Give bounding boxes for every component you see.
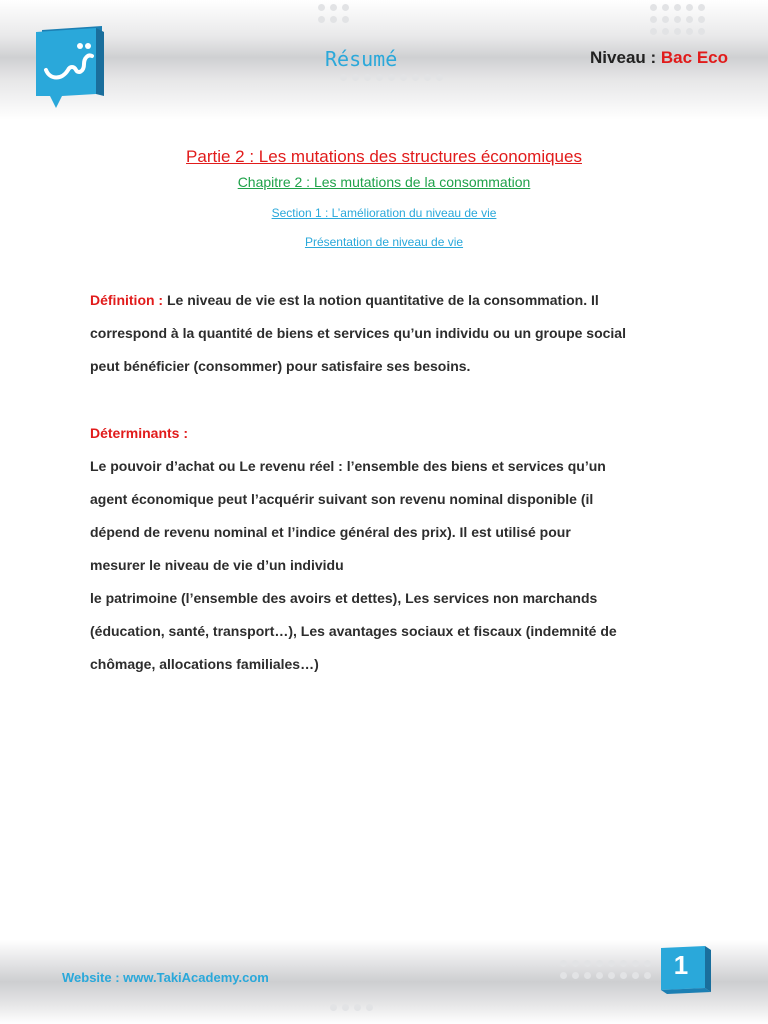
- definition-line: peut bénéficier (consommer) pour satisfaire ses besoins.: [90, 358, 471, 374]
- level-label: Niveau :: [590, 48, 657, 67]
- determinants-line: mesurer le niveau de vie d’un individu: [90, 557, 344, 573]
- footer-dot-pattern: [560, 960, 651, 979]
- document-title: Résumé: [325, 47, 398, 71]
- partie-heading: Partie 2 : Les mutations des structures économiques: [186, 147, 582, 166]
- level-value: Bac Eco: [660, 48, 728, 67]
- definition-paragraph: [90, 284, 690, 383]
- determinants-line: (éducation, santé, transport…), Les avantages sociaux et fiscaux (indemnité de: [90, 623, 617, 639]
- determinants-line: agent économique peut l’acquérir suivant son revenu nominal disponible (il: [90, 491, 594, 507]
- header-dot-pattern: [340, 74, 443, 81]
- section-heading: Section 1 : L’amélioration du niveau de vie: [271, 206, 497, 220]
- determinants-line: Le pouvoir d’achat ou Le revenu réel : l’ensemble des biens et services qu’un: [90, 458, 606, 474]
- header-dot-pattern: [650, 4, 705, 35]
- footer-dot-pattern: [330, 1004, 373, 1011]
- takiacademy-book-logo-icon: [32, 24, 118, 108]
- definition-label: Définition :: [90, 292, 164, 308]
- determinants-line: dépend de revenu nominal et l’indice général des prix). Il est utilisé pour: [90, 524, 571, 540]
- definition-line: correspond à la quantité de biens et services qu’un individu ou un groupe social: [90, 325, 626, 341]
- website-link[interactable]: Website : www.TakiAcademy.com: [62, 970, 269, 985]
- chapitre-heading: Chapitre 2 : Les mutations de la consommation: [237, 174, 531, 190]
- determinants-line: chômage, allocations familiales…): [90, 656, 319, 672]
- determinants-label: Déterminants :: [90, 425, 189, 441]
- definition-line: [90, 284, 690, 317]
- definition-text: Le niveau de vie est la notion quantitative de la consommation. Il: [163, 292, 599, 308]
- page-number: 1: [673, 950, 689, 980]
- header-dot-pattern: [318, 4, 349, 23]
- determinants-line: le patrimoine (l’ensemble des avoirs et dettes), Les services non marchands: [90, 590, 598, 606]
- presentation-heading: Présentation de niveau de vie: [304, 235, 464, 249]
- level-indicator: [590, 48, 728, 68]
- determinants-paragraph: [90, 417, 690, 681]
